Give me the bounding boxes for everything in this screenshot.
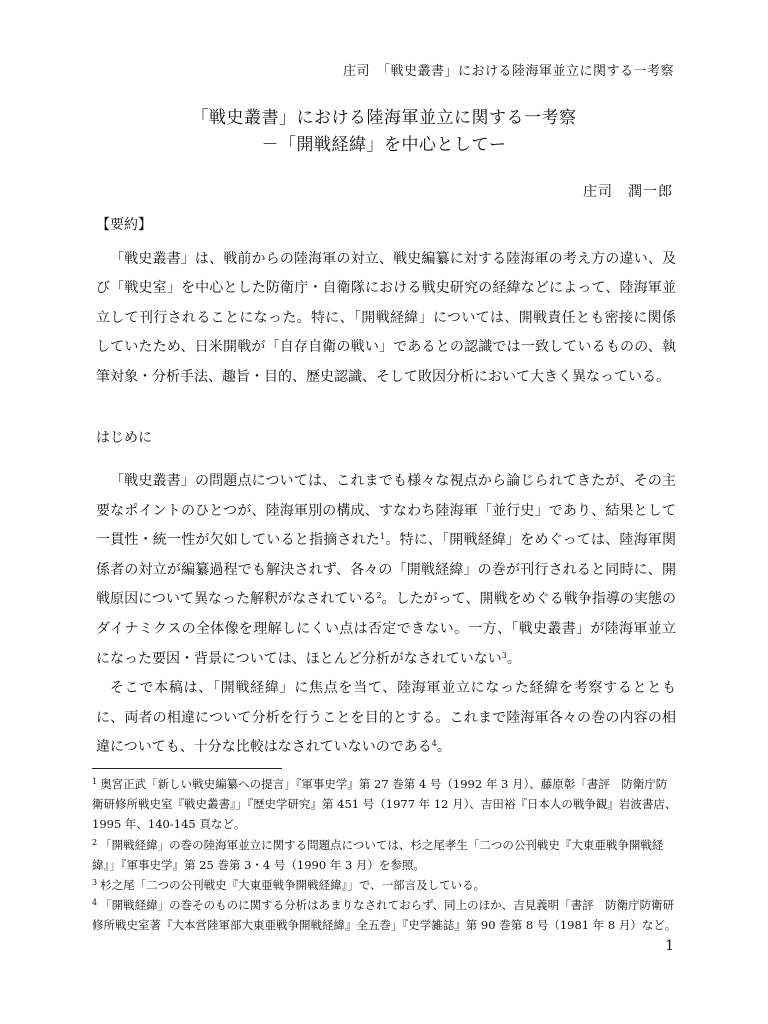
intro-body: [96, 467, 676, 763]
intro-heading: はじめに: [96, 430, 152, 446]
footnote-mark: 1: [92, 777, 98, 786]
paper-subtitle: －「開戦経緯」を中心としてー: [261, 135, 507, 155]
footnote-4: [92, 895, 678, 935]
footnote-text: 奥宮正武「新しい戦史編纂への提言」『軍事史学』第 27 巻第 4 号（1992 年 3 月）、藤原彰「書評 防衛庁防衛研修所戦史室『戦史叢書』」『歴史学研究』第 451 号（1977 年 12 月）、吉田裕『日本人の戦争観』岩波書店、1995 年、140-145 頁など。: [92, 777, 677, 832]
page-number: 1: [665, 938, 674, 954]
running-head: 庄司 「戦史叢書」における陸海軍並立に関する一考察: [342, 64, 674, 79]
footnote-ref-4[interactable]: 4: [431, 739, 437, 749]
abstract-heading: 【要約】: [96, 217, 152, 233]
paper-title: 「戦史叢書」における陸海軍並立に関する一考察: [191, 108, 577, 128]
intro-p1-text-2: 。特に、「開戦経緯」をめぐっては、陸海軍関係者の対立が編纂過程でも解決されず、各々の「開戦経緯」の巻が刊行されると同時に、開戦原因について異なった解釈がなされている: [96, 532, 677, 608]
footnote-text: 杉之尾「二つの公刊戦史『大東亜戦争開戦経緯』」で、一部言及している。: [100, 878, 486, 893]
intro-p2-text-1: そこで本稿は、「開戦経緯」に焦点を当て、陸海軍並立になった経緯を考察するとともに、両者の相違について分析を行うことを目的とする。これまで陸海軍各々の巻の内容の相違についても、十分な比較はなされていないのである: [96, 680, 676, 756]
footnote-ref-1[interactable]: 1: [380, 532, 386, 542]
author-name: 庄司 潤一郎: [583, 184, 673, 200]
footnote-3: [92, 875, 678, 895]
footnotes: [92, 774, 678, 936]
footnote-1: [92, 774, 678, 835]
footnote-ref-3[interactable]: 3: [501, 650, 507, 660]
footnote-2: [92, 835, 678, 875]
abstract-paragraph: 「戦史叢書」は、戦前からの陸海軍の対立、戦史編纂に対する陸海軍の考え方の違い、及び「戦史室」を中心とした防衛庁・自衛隊における戦史研究の経緯などによって、陸海軍並立して刊行されることになった。特に、「開戦経緯」については、開戦責任とも密接に関係していたため、日米開戦が「自存自衛の戦い」であるとの認識では一致しているものの、執筆対象・分析手法、趣旨・目的、歴史認識、そして敗因分析において大きく異なっている。: [96, 251, 676, 385]
footnote-ref-2[interactable]: 2: [376, 591, 382, 601]
footnote-divider: [92, 768, 282, 769]
intro-p2-text-2: 。: [436, 739, 451, 756]
footnote-mark: 3: [92, 878, 98, 888]
intro-p1-text-1: 「戦史叢書」の問題点については、これまでも様々な視点から論じられてきたが、その主要なポイントのひとつが、陸海軍別の構成、すなわち陸海軍「並行史」であり、結果として一貫性・統一性が欠如していると指摘された: [96, 473, 676, 549]
intro-paragraph-2: [96, 674, 676, 763]
footnote-text: 「開戦経緯」の巻の陸海軍並立に関する問題点については、杉之尾孝生「二つの公刊戦史『大東亜戦争開戦経緯』」『軍事史学』第 25 巻第 3・4 号（1990 年 3 月）を参照。: [92, 837, 664, 872]
footnote-mark: 4: [92, 898, 98, 908]
intro-p1-text-4: 。: [506, 650, 521, 667]
intro-p1-text-3: 。したがって、開戦をめぐる戦争指導の実態のダイナミクスの全体像を理解しにくい点は否定できない。一方、「戦史叢書」が陸海軍並立になった要因・背景については、ほとんど分析がなされていない: [96, 591, 676, 667]
intro-paragraph-1: [96, 467, 676, 674]
abstract-body: [96, 245, 676, 392]
footnote-mark: 2: [92, 837, 98, 847]
footnote-text: 「開戦経緯」の巻そのものに関する分析はあまりなされておらず、同上のほか、吉見義明「書評 防衛庁防衛研修所戦史室著『大本営陸軍部大東亜戦争開戦経緯』全五巻」『史学雑誌』第 90 巻第 8 号（1981 年 8 月）など。: [92, 898, 677, 933]
